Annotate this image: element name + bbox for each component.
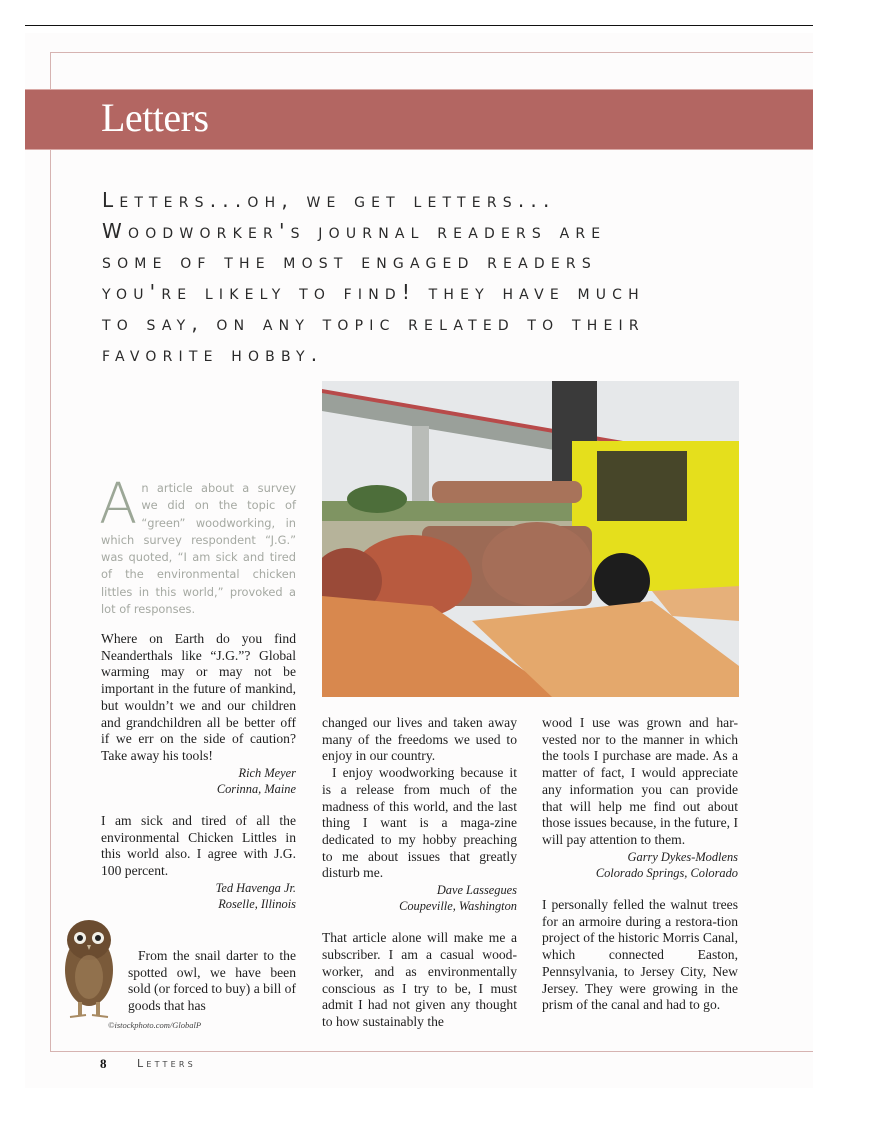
letter-author: Dave Lassegues bbox=[436, 883, 517, 898]
letter-body: I personally felled the walnut trees for an armoire during a restora-tion project of the historic Morris Canal, which connected Easton, Pennsylvania, to Jersey City, New Jersey. They were growing in the prism of the canal and had to go. bbox=[542, 897, 738, 1013]
letter-author: Garry Dykes-Modlens bbox=[627, 849, 738, 864]
letter-body: changed our lives and taken away many of the freedoms we used to enjoy in our country. bbox=[322, 715, 517, 764]
intro-line: Letters...oh, we get letters... bbox=[102, 188, 556, 212]
letter-body: From the snail darter to the spotted owl, we have been sold (or forced to buy) a bill of goods that has bbox=[128, 948, 296, 1014]
letter-body: I am sick and tired of all the environmental Chicken Littles in this world also. I agree with J.G. 100 percent. bbox=[101, 813, 296, 879]
forklift-logs-image bbox=[322, 381, 739, 697]
lumber-yard-photo bbox=[322, 381, 739, 697]
intro-line: some of the most engaged readers bbox=[102, 249, 597, 274]
intro-line: to say, on any topic related to their bbox=[102, 310, 645, 335]
column-1-wrap bbox=[128, 948, 296, 1015]
column-1 bbox=[101, 631, 296, 912]
article-deck bbox=[99, 472, 296, 618]
drop-cap: A bbox=[99, 472, 138, 537]
intro-line: favorite hobby. bbox=[102, 341, 324, 366]
top-rule bbox=[25, 25, 813, 26]
page-number: 8 bbox=[100, 1056, 107, 1071]
letter-location: Roselle, Illinois bbox=[218, 897, 296, 912]
letter-location: Coupeville, Washington bbox=[399, 899, 517, 914]
frame-border-top bbox=[50, 52, 813, 53]
letter-body: I enjoy woodworking because it is a release from much of the madness of this world, and the last thing I want is a maga-zine dedicated to my hobby preaching to me about issues that greatly disturb me. bbox=[322, 765, 517, 881]
intro-line: Woodworker's journal readers are bbox=[102, 218, 607, 243]
section-title: Letters bbox=[101, 95, 209, 140]
deck-text: n article about a survey we did on the topic of “green” woodworking, in which survey respondent “J.G.” was quoted, “I am sick and tired of the environmental chicken littles in this world,” provoked a lot of responses. bbox=[101, 481, 296, 617]
intro-headline bbox=[102, 185, 762, 369]
owl-photo bbox=[58, 912, 120, 1022]
column-3 bbox=[542, 715, 738, 1014]
section-banner bbox=[25, 89, 813, 150]
photo-credit: ©istockphoto.com/GlobalP bbox=[108, 1020, 202, 1030]
frame-border-left bbox=[50, 52, 51, 1052]
letter-location: Corinna, Maine bbox=[216, 781, 296, 796]
owl-image bbox=[58, 912, 120, 1022]
letter-author: Ted Havenga Jr. bbox=[215, 880, 296, 895]
letter-body: That article alone will make me a subscriber. I am a casual wood-worker, and as environmentally conscious as I try to be, I must admit I had not given any thought to how sustainably the bbox=[322, 930, 517, 1029]
column-2 bbox=[322, 715, 517, 1031]
letter-author: Rich Meyer bbox=[238, 765, 296, 780]
letter-body: Where on Earth do you find Neanderthals like “J.G.”? Global warming may or may not be important in the future of mankind, but wouldn’t we and our children and grandchildren all be better off if we err on the side of caution? Take away his tools! bbox=[101, 631, 296, 763]
letter-location: Colorado Springs, Colorado bbox=[595, 865, 738, 880]
folio-label: Letters bbox=[137, 1057, 196, 1070]
letter-body: wood I use was grown and har-vested nor to the manner in which the tools I purchase are made. As a matter of fact, I would appreciate any information you can provide that will help me find out about those issues because, in the future, I will pay attention to them. bbox=[542, 715, 738, 847]
frame-border-bottom bbox=[50, 1051, 813, 1052]
intro-line: you're likely to find! they have much bbox=[102, 280, 645, 305]
